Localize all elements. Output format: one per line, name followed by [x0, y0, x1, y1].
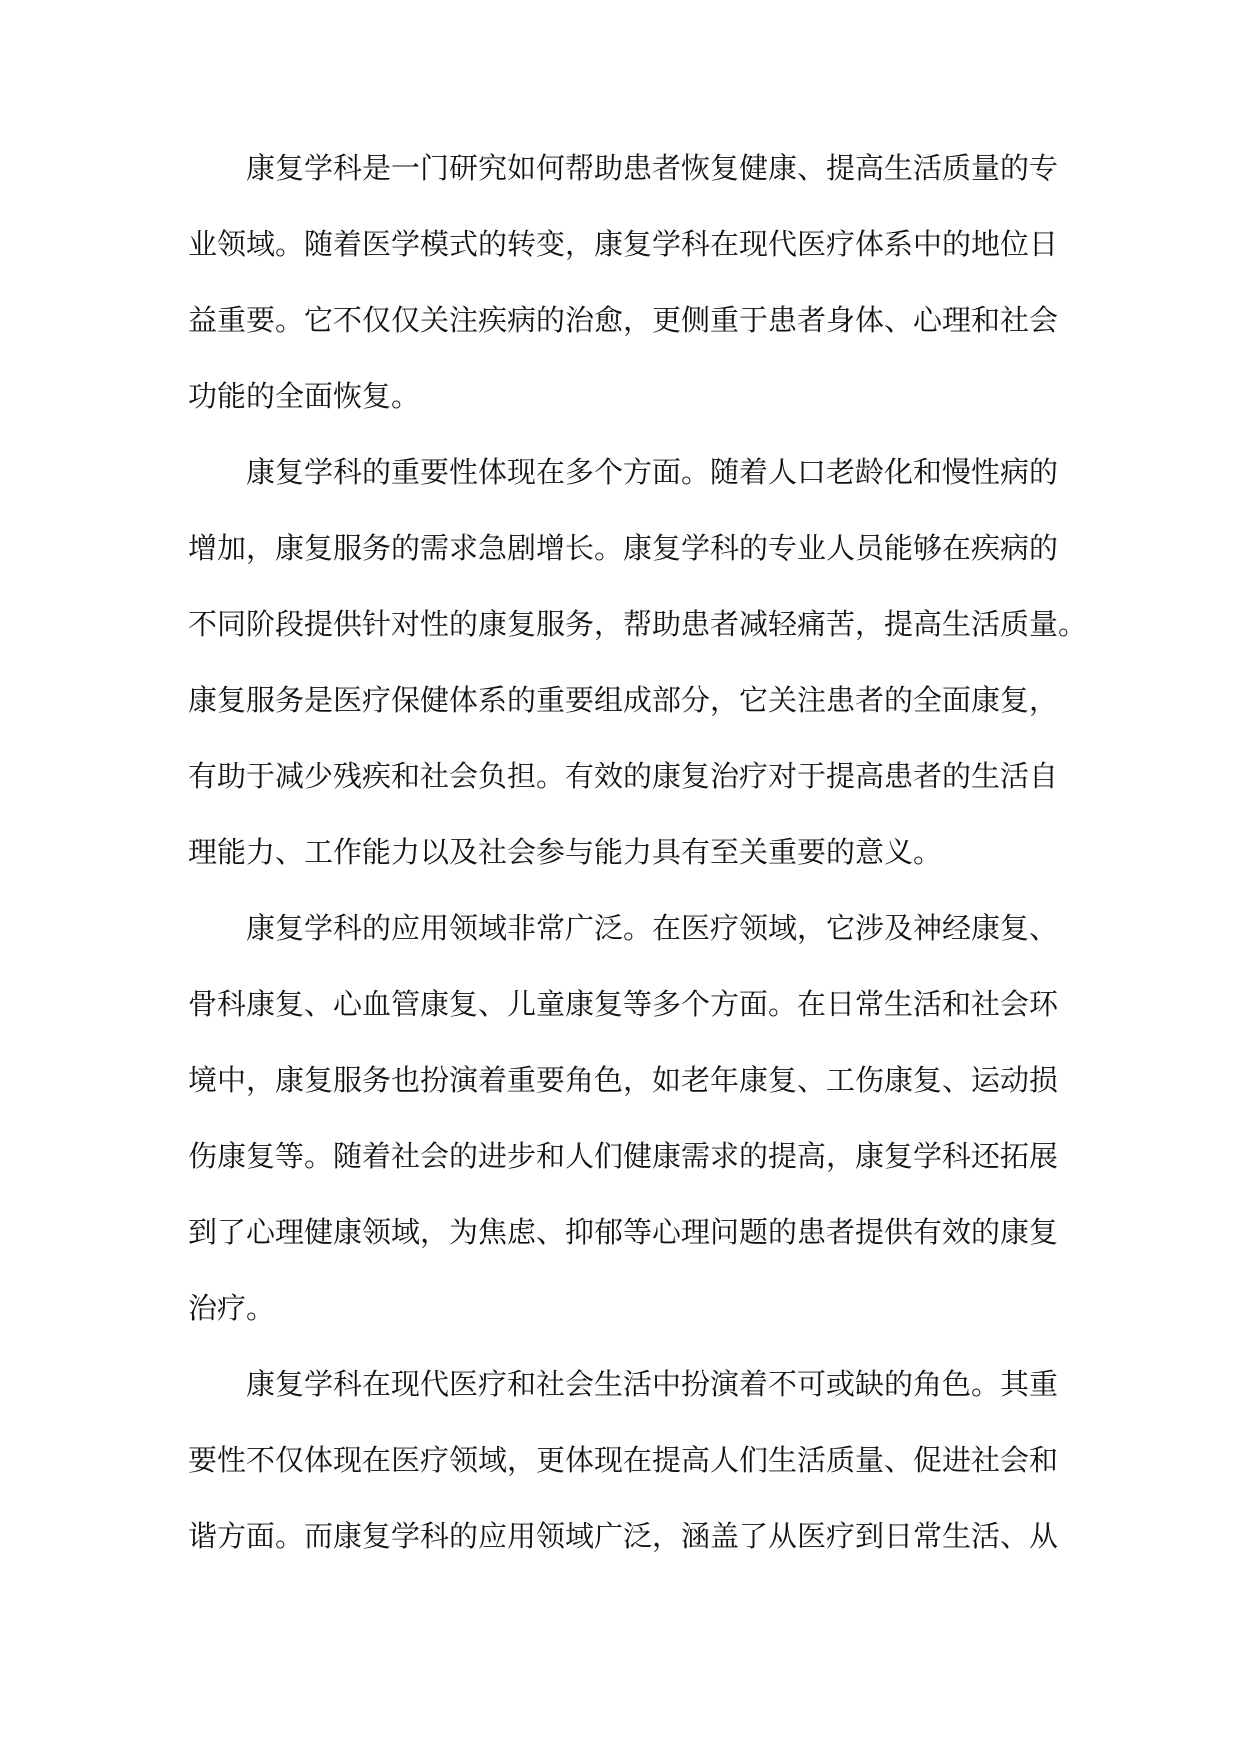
paragraph-3-line-3: 境中，康复服务也扮演着重要角色，如老年康复、工伤康复、运动损 [188, 1063, 1059, 1097]
paragraph-2-line-3: 不同阶段提供针对性的康复服务，帮助患者减轻痛苦，提高生活质量。 [188, 607, 1088, 641]
paragraph-3-line-4: 伤康复等。随着社会的进步和人们健康需求的提高，康复学科还拓展 [188, 1139, 1059, 1173]
paragraph-2-line-5: 有助于减少残疾和社会负担。有效的康复治疗对于提高患者的生活自 [188, 759, 1059, 793]
paragraph-3-line-1: 康复学科的应用领域非常广泛。在医疗领域，它涉及神经康复、 [246, 911, 1059, 945]
paragraph-4-line-2: 要性不仅体现在医疗领域，更体现在提高人们生活质量、促进社会和 [188, 1443, 1059, 1477]
paragraph-3-line-2: 骨科康复、心血管康复、儿童康复等多个方面。在日常生活和社会环 [188, 987, 1059, 1021]
paragraph-1-line-3: 益重要。它不仅仅关注疾病的治愈，更侧重于患者身体、心理和社会 [188, 303, 1059, 337]
paragraph-4-line-1: 康复学科在现代医疗和社会生活中扮演着不可或缺的角色。其重 [246, 1367, 1059, 1401]
paragraph-1-line-1: 康复学科是一门研究如何帮助患者恢复健康、提高生活质量的专 [246, 151, 1059, 185]
paragraph-2-line-6: 理能力、工作能力以及社会参与能力具有至关重要的意义。 [188, 835, 943, 869]
paragraph-2-line-1: 康复学科的重要性体现在多个方面。随着人口老龄化和慢性病的 [246, 455, 1059, 489]
paragraph-3-line-5: 到了心理健康领域，为焦虑、抑郁等心理问题的患者提供有效的康复 [188, 1215, 1059, 1249]
paragraph-1-line-2: 业领域。随着医学模式的转变，康复学科在现代医疗体系中的地位日 [188, 227, 1059, 261]
paragraph-2-line-4: 康复服务是医疗保健体系的重要组成部分，它关注患者的全面康复， [188, 683, 1059, 717]
paragraph-1-line-4: 功能的全面恢复。 [188, 379, 421, 413]
paragraph-4-line-3: 谐方面。而康复学科的应用领域广泛，涵盖了从医疗到日常生活、从 [188, 1519, 1059, 1553]
paragraph-2-line-2: 增加，康复服务的需求急剧增长。康复学科的专业人员能够在疾病的 [188, 531, 1059, 565]
paragraph-3-line-6: 治疗。 [188, 1291, 276, 1325]
